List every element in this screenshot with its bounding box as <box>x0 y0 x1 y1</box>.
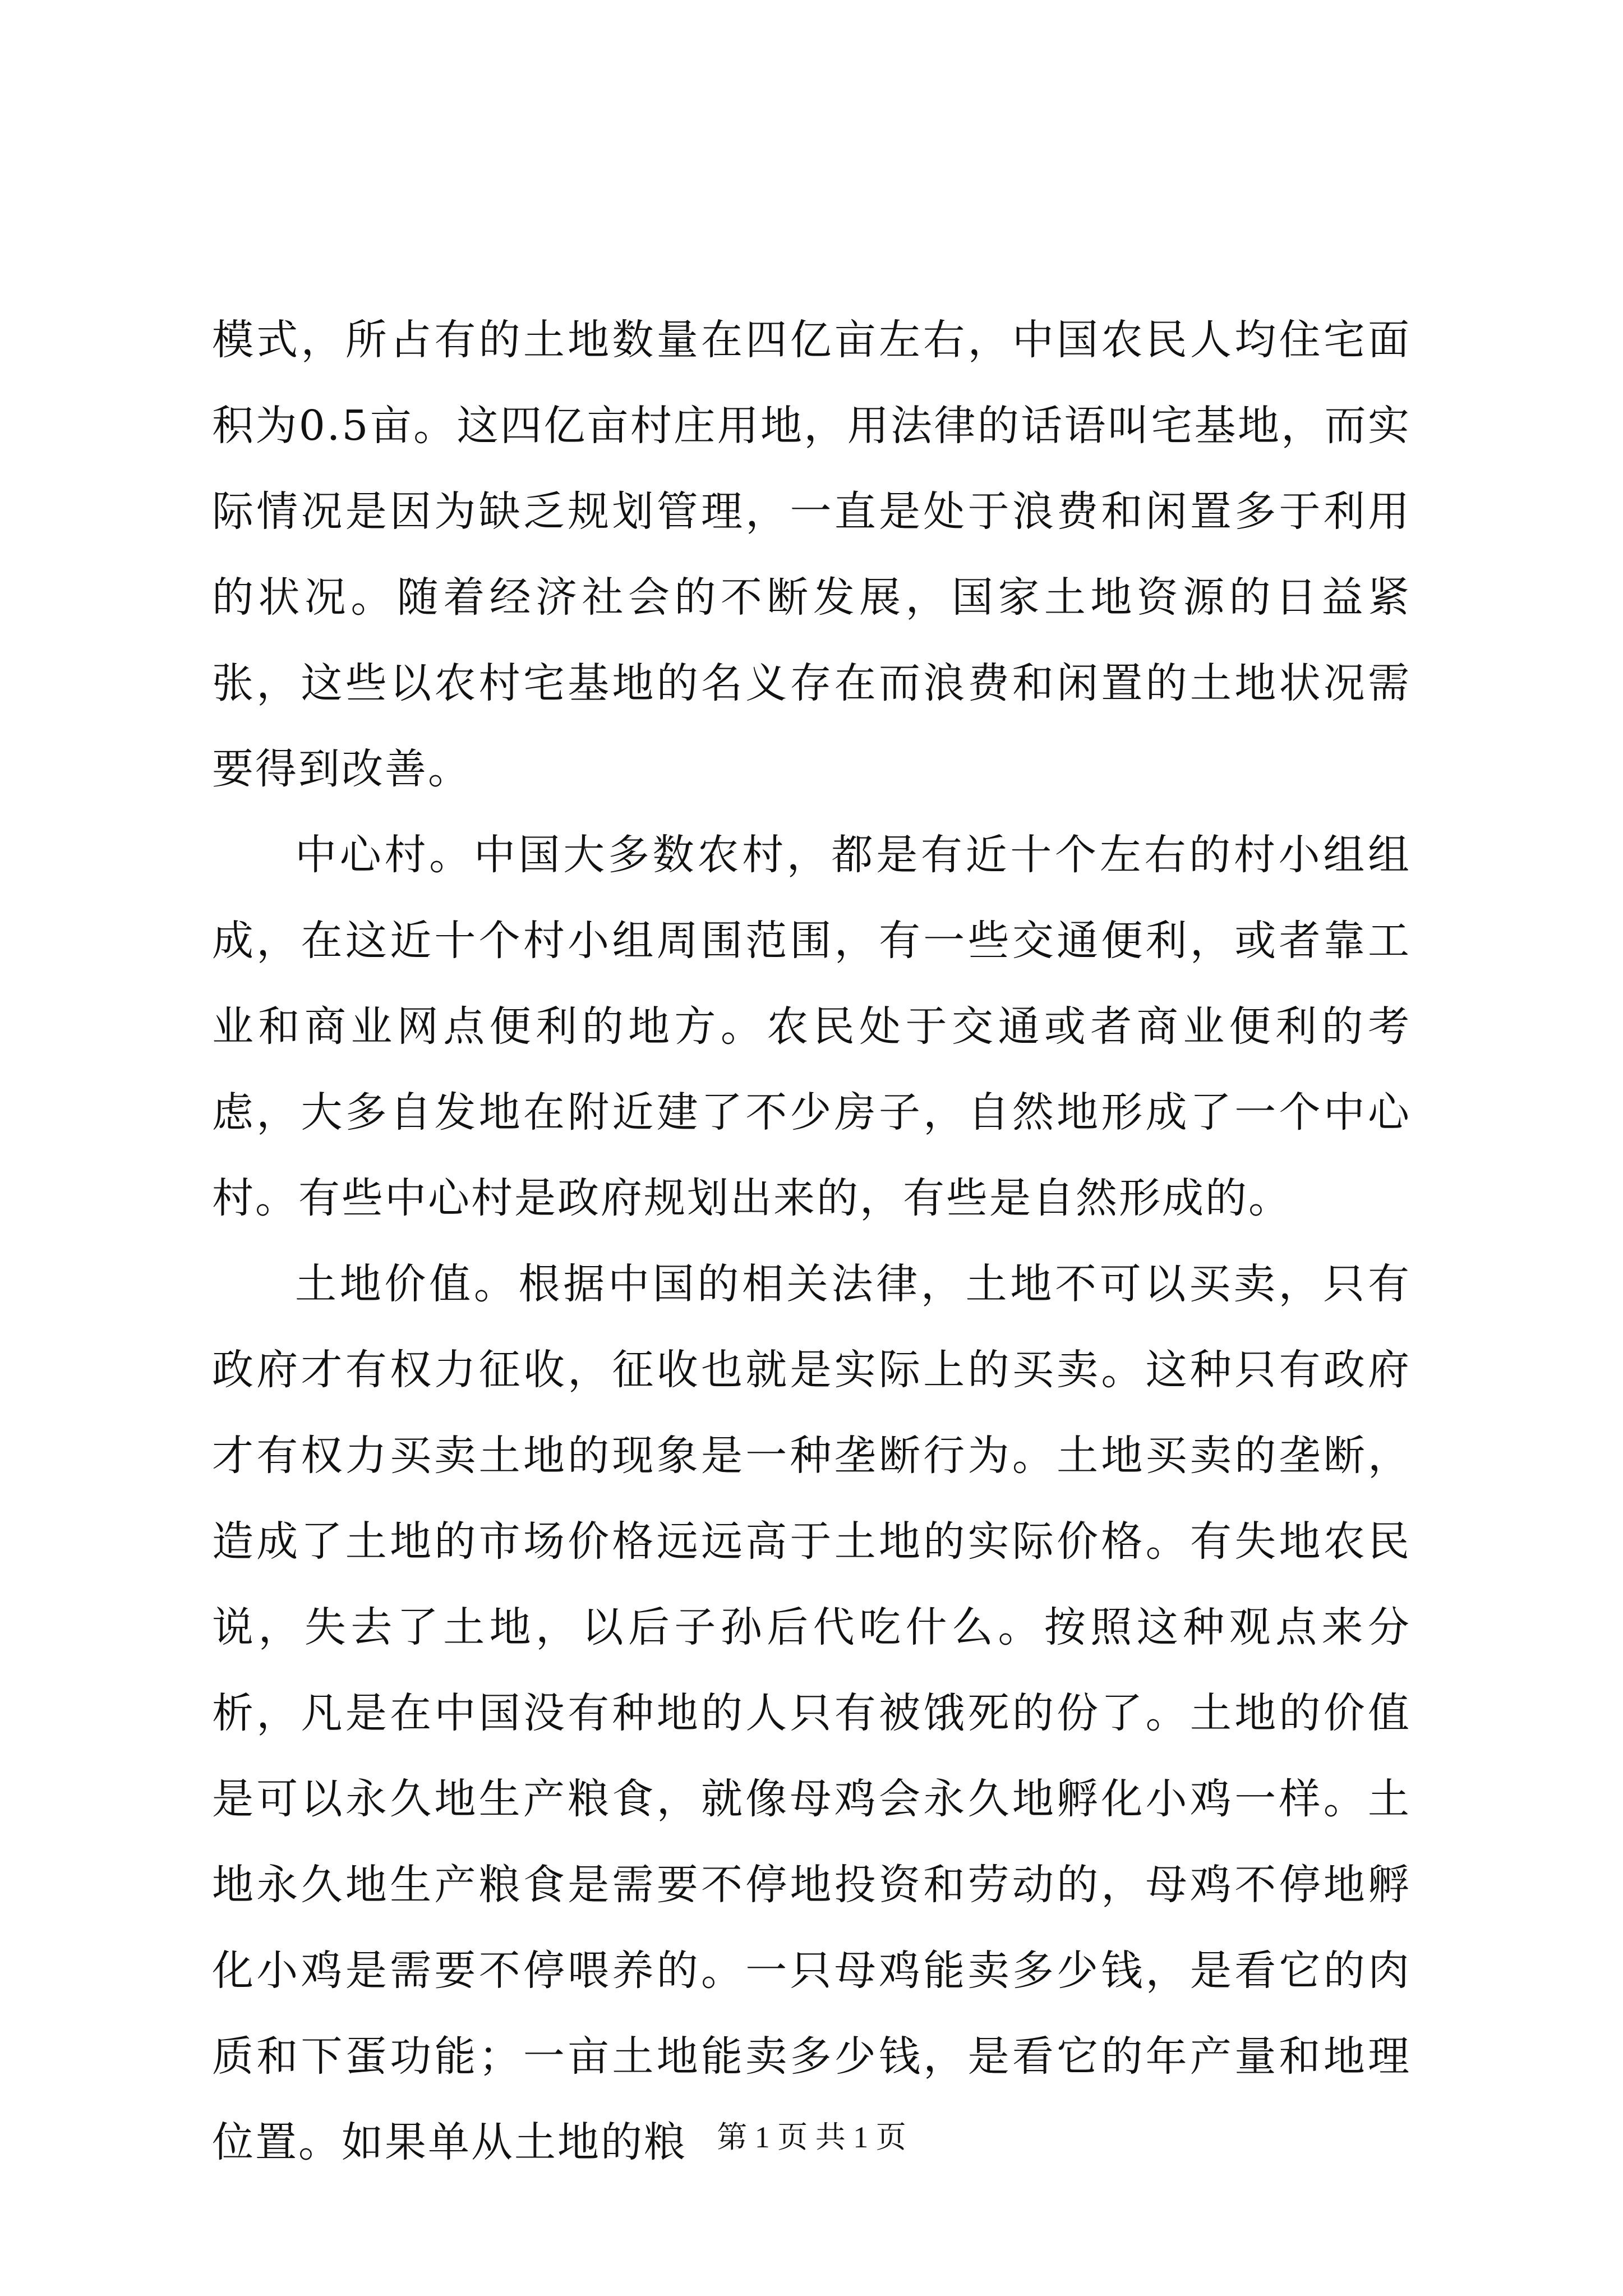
paragraph-2: 中心村。中国大多数农村，都是有近十个左右的村小组组成，在这近十个村小组周围范围，有一些交通便利，或者靠工业和商业网点便利的地方。农民处于交通或者商业便利的考虑，大多自发地在附近建了不少房子，自然地形成了一个中心村。有些中心村是政府规划出来的，有些是自然形成的。 <box>212 831 1411 1222</box>
document-body <box>212 297 1411 2185</box>
paragraph-3: 土地价值。根据中国的相关法律，土地不可以买卖，只有政府才有权力征收，征收也就是实际上的买卖。这种只有政府才有权力买卖土地的现象是一种垄断行为。土地买卖的垄断，造成了土地的市场价格远远高于土地的实际价格。有失地农民说，失去了土地，以后子孙后代吃什么。按照这种观点来分析，凡是在中国没有种地的人只有被饿死的份了。土地的价值是可以永久地生产粮食，就像母鸡会永久地孵化小鸡一样。土地永久地生产粮食是需要不停地投资和劳动的，母鸡不停地孵化小鸡是需要不停喂养的。一只母鸡能卖多少钱，是看它的肉质和下蛋功能；一亩土地能卖多少钱，是看它的年产量和地理位置。如果单从土地的粮 <box>212 1260 1411 2166</box>
page-footer: 第 1 页 共 1 页 <box>717 2120 906 2154</box>
paragraph-1: 模式，所占有的土地数量在四亿亩左右，中国农民人均住宅面积为0.5亩。这四亿亩村庄用地，用法律的话语叫宅基地，而实际情况是因为缺乏规划管理，一直是处于浪费和闲置多于利用的状况。随着经济社会的不断发展，国家土地资源的日益紧张，这些以农村宅基地的名义存在而浪费和闲置的土地状况需要得到改善。 <box>212 316 1411 793</box>
